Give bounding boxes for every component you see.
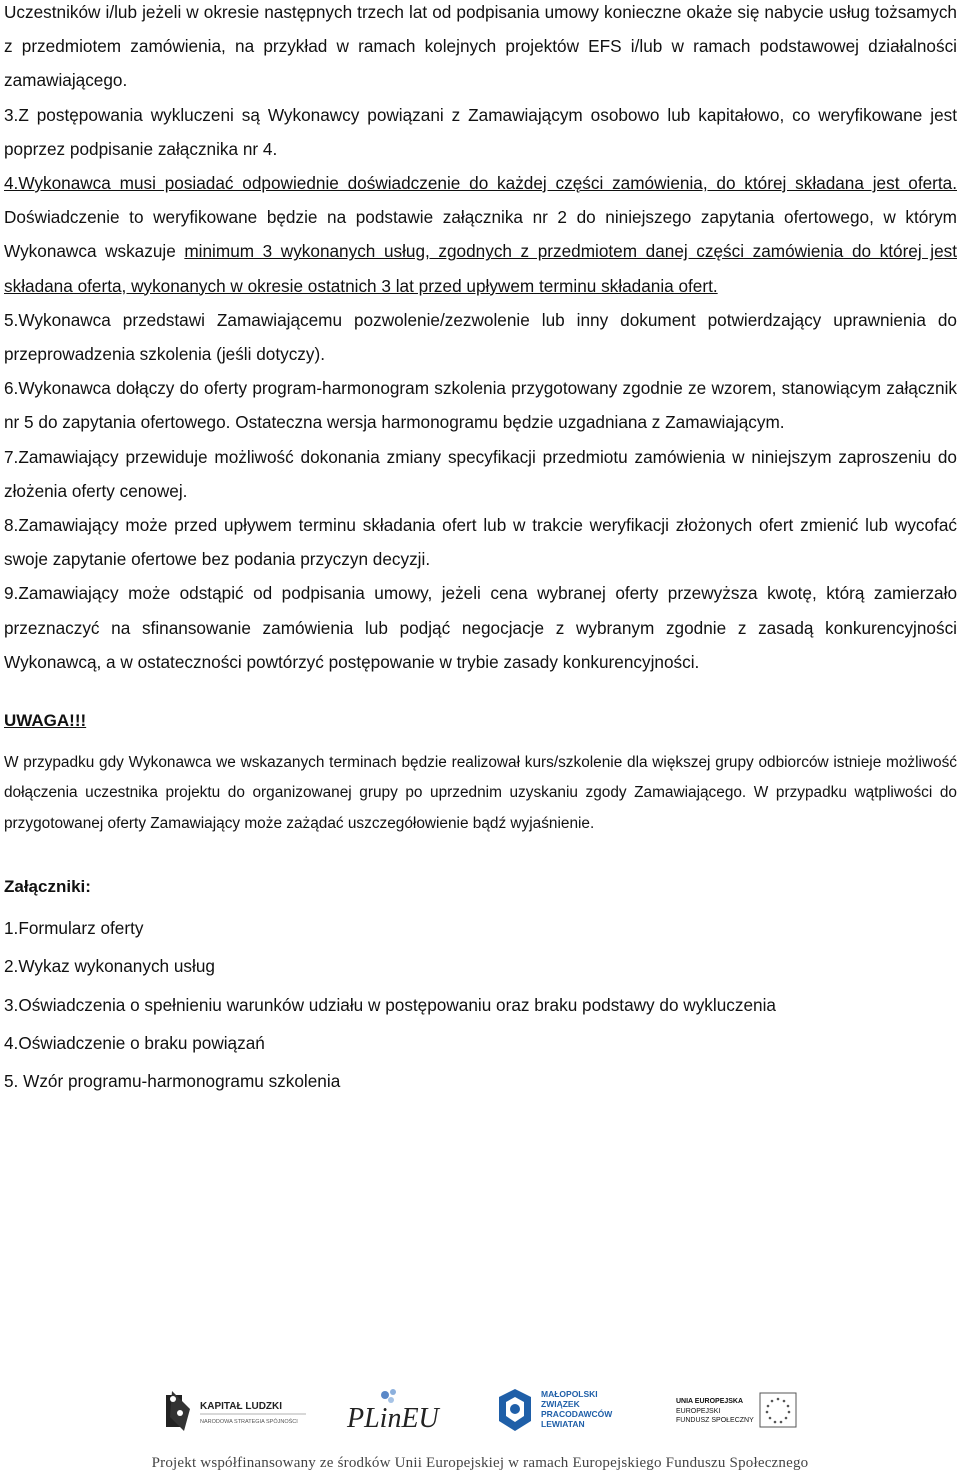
paragraph-5: 5.Wykonawca przedstawi Zamawiającemu pozwolenie/zezwolenie lub inny dokument potwierdzający uprawnienia do przeprowadzenia szkolenia (jeśli dotyczy). xyxy=(4,309,957,365)
footer-caption: Projekt współfinansowany ze środków Unii Europejskiej w ramach Europejskiego Funduszu Społecznego xyxy=(151,1455,809,1471)
eu-efs-logo xyxy=(670,1391,800,1435)
paragraph-4-underlined-b: minimum 3 wykonanych usług, zgodnych z przedmiotem danej części zamówienia do której jest składana oferta, wykonanych w okresie ostatnich 3 lat przed upływem terminu składania ofert. xyxy=(4,241,957,296)
warning-text: W przypadku gdy Wykonawca we wskazanych terminach będzie realizował kurs/szkolenie dla większej grupy odbiorców istnieje możliwość dołączenia uczestnika projektu do organizowanej grupy po uprzednim uzyskaniu zgody Zamawiającego. W przypadku wątpliwości do przygotowanej oferty Zamawiający może zażądać uszczegółowienie bądź wyjaśnienie. xyxy=(4,754,957,832)
warning-heading: UWAGA!!! xyxy=(4,711,87,731)
paragraph-7: 7.Zamawiający przewiduje możliwość dokonania zmiany specyfikacji przedmiotu zamówienia w niniejszym zaproszeniu do złożenia oferty cenowej. xyxy=(4,446,957,501)
eu-line1: UNIA EUROPEJSKA xyxy=(676,1398,744,1405)
paragraph-4-underlined-a: 4.Wykonawca musi posiadać odpowiednie doświadczenie do każdej części zamówienia, do której składana jest oferta. xyxy=(4,173,957,194)
mzpl-line2: ZWIĄZEK xyxy=(541,1399,580,1409)
kapital-ludzki-logo xyxy=(160,1387,310,1435)
plineu-logo xyxy=(345,1385,460,1439)
eu-line2: EUROPEJSKI xyxy=(676,1408,721,1415)
attachment-item: 5. Wzór programu-harmonogramu szkolenia xyxy=(4,1071,341,1092)
footer-logos xyxy=(160,1385,800,1445)
mzpl-line3: PRACODAWCÓW xyxy=(541,1409,613,1419)
paragraph-9: 9.Zamawiający może odstąpić od podpisania umowy, jeżeli cena wybranej oferty przewyższa kwotę, którą zamierzało przeznaczyć na sfinansowanie zamówienia lub podjąć negocjacje z wybranym zgodnie z zasadą konkurencyjności Wykonawcą, a w ostateczności powtórzyć postępowanie w trybie zasady konkurencyjności. xyxy=(4,583,957,672)
attachment-item: 1.Formularz oferty xyxy=(4,918,144,939)
mzpl-line4: LEWIATAN xyxy=(541,1419,585,1429)
document-body xyxy=(4,0,957,1100)
paragraph-4 xyxy=(4,166,957,303)
kapital-ludzki-subtitle: NARODOWA STRATEGIA SPÓJNOŚCI xyxy=(200,1419,298,1425)
attachment-item: 2.Wykaz wykonanych usług xyxy=(4,956,215,977)
plineu-text: PLinEU xyxy=(347,1403,439,1434)
paragraph-8: 8.Zamawiający może przed upływem terminu składania ofert lub w trakcie weryfikacji złożonych ofert zmienić lub wycofać swoje zapytanie ofertowe bez podania przyczyn decyzji. xyxy=(4,515,957,570)
paragraph-intro: Uczestników i/lub jeżeli w okresie następnych trzech lat od podpisania umowy konieczne okaże się nabycie usług tożsamych z przedmiotem zamówienia, na przykład w ramach kolejnych projektów EFS i/lub w ramach podstawowej działalności zamawiającego. xyxy=(4,2,957,91)
kapital-ludzki-title: KAPITAŁ LUDZKI xyxy=(200,1401,283,1412)
attachment-item: 3.Oświadczenia o spełnieniu warunków udziału w postępowaniu oraz braku podstawy do wykluczenia xyxy=(4,994,776,1015)
paragraph-6: 6.Wykonawca dołączy do oferty program-harmonogram szkolenia przygotowany zgodnie ze wzorem, stanowiącym załącznik nr 5 do zapytania ofertowego. Ostateczna wersja harmonogramu będzie uzgadniana z Zamawiającym. xyxy=(4,378,957,433)
attachments-list xyxy=(4,909,957,1100)
paragraph-4-plain: Doświadczenie to weryfikowane będzie na podstawie załącznika nr 2 do niniejszego zapytania ofertowego, w którym Wykonawca wskazuje xyxy=(4,207,957,262)
attachments-heading: Załączniki: xyxy=(4,877,91,897)
attachment-item: 4.Oświadczenie o braku powiązań xyxy=(4,1032,265,1053)
mzpl-line1: MAŁOPOLSKI xyxy=(541,1389,598,1399)
paragraph-3: 3.Z postępowania wykluczeni są Wykonawcy powiązani z Zamawiającym osobowo lub kapitałowo, co weryfikowane jest poprzez podpisanie załącznika nr 4. xyxy=(4,104,957,159)
eu-line3: FUNDUSZ SPOŁECZNY xyxy=(676,1417,754,1424)
mzpl-logo xyxy=(495,1385,625,1439)
